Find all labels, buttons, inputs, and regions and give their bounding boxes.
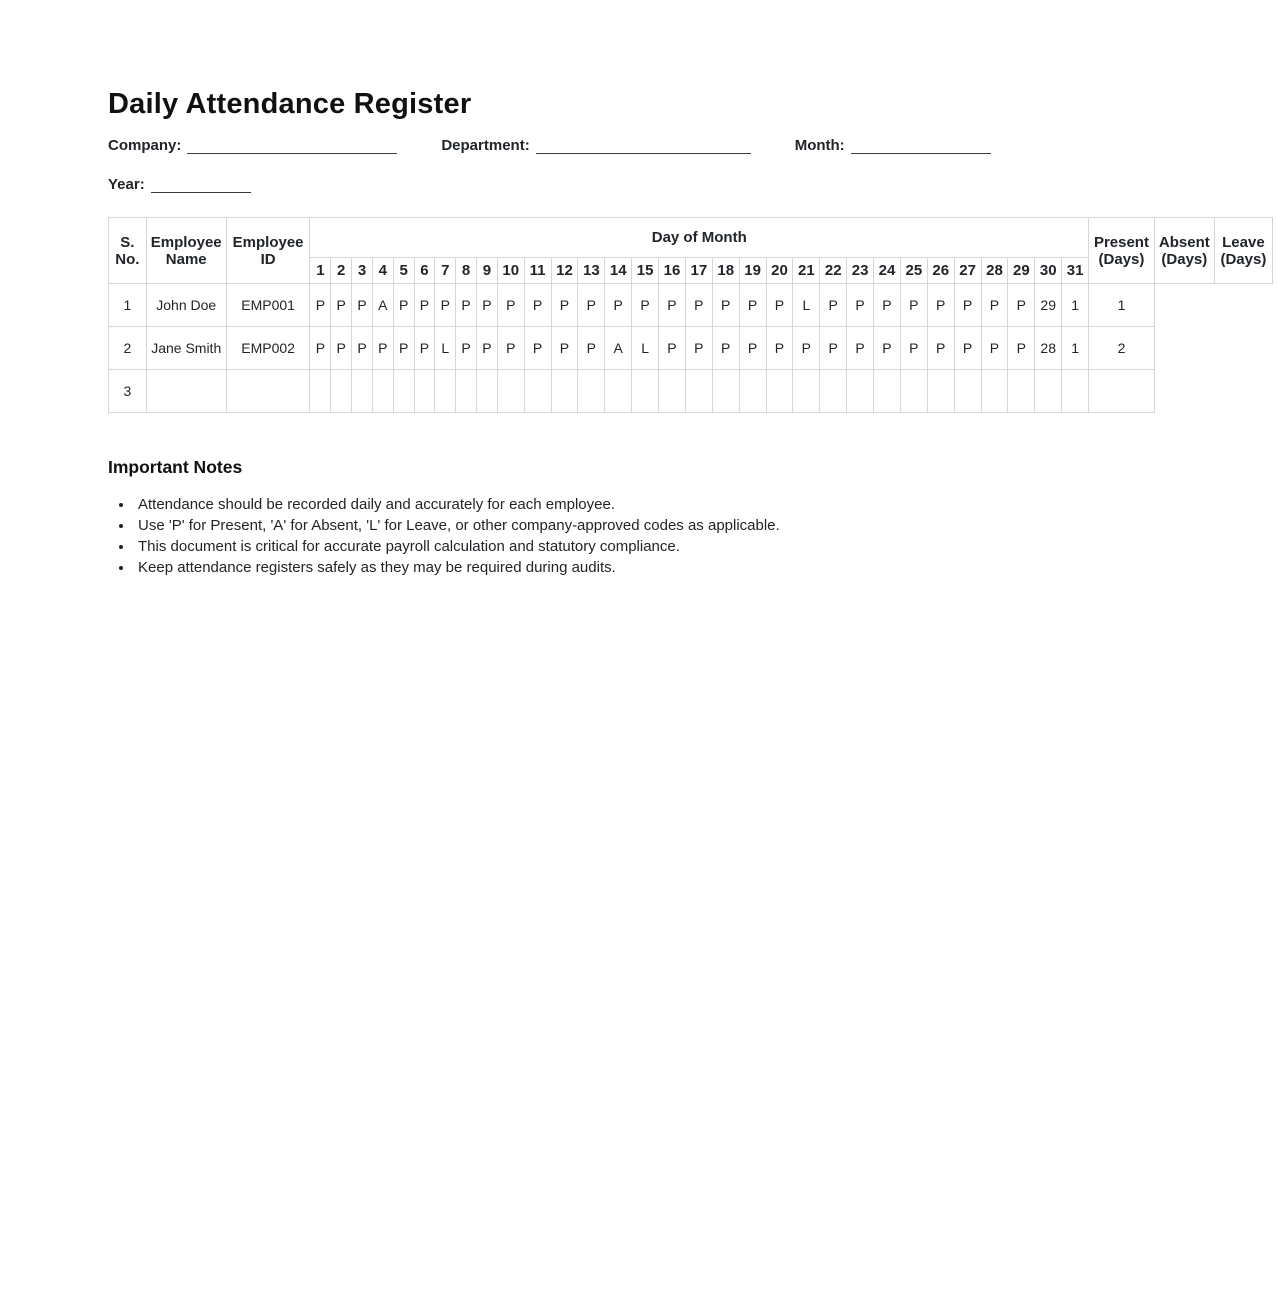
employee-name-column-header: Employee Name (146, 218, 226, 284)
day-number-header: 24 (874, 258, 901, 284)
present-days-cell: 1 (1089, 284, 1155, 327)
day-attendance-cell: P (847, 327, 874, 370)
day-attendance-cell: P (310, 284, 331, 327)
day-number-header: 18 (712, 258, 739, 284)
day-attendance-cell: 28 (1035, 327, 1062, 370)
day-attendance-cell: P (659, 284, 686, 327)
attendance-table-body (109, 284, 1273, 413)
day-number-header: 10 (497, 258, 524, 284)
day-attendance-cell: P (739, 327, 766, 370)
day-attendance-cell: P (847, 284, 874, 327)
day-attendance-cell (551, 370, 578, 413)
day-attendance-cell: P (476, 327, 497, 370)
day-attendance-cell: P (954, 327, 981, 370)
sno-column-header: S. No. (109, 218, 147, 284)
day-number-header: 15 (632, 258, 659, 284)
day-attendance-cell (981, 370, 1008, 413)
note-item: • This document is critical for accurate payroll calculation and statutory compliance. (134, 536, 1273, 557)
day-attendance-cell (456, 370, 477, 413)
table-row (109, 370, 1273, 413)
page-title: Daily Attendance Register (108, 88, 472, 120)
absent-days-column-header: Absent (Days) (1154, 218, 1214, 284)
day-number-header: 30 (1035, 258, 1062, 284)
day-number-header: 2 (331, 258, 352, 284)
table-row (109, 327, 1273, 370)
day-attendance-cell: P (331, 284, 352, 327)
day-attendance-cell: L (435, 327, 456, 370)
day-attendance-cell: P (981, 284, 1008, 327)
sno-cell: 2 (109, 327, 147, 370)
day-attendance-cell (847, 370, 874, 413)
day-attendance-cell (954, 370, 981, 413)
day-number-header: 17 (685, 258, 712, 284)
day-number-header: 8 (456, 258, 477, 284)
month-field (795, 137, 991, 154)
day-attendance-cell (578, 370, 605, 413)
day-attendance-cell (476, 370, 497, 413)
month-label: Month: (794, 137, 845, 154)
day-attendance-cell (524, 370, 551, 413)
present-days-column-header: Present (Days) (1089, 218, 1155, 284)
day-attendance-cell: P (874, 327, 901, 370)
day-attendance-cell: P (524, 327, 551, 370)
day-number-header: 6 (414, 258, 435, 284)
day-number-header: 1 (310, 258, 331, 284)
day-attendance-cell: P (435, 284, 456, 327)
present-days-cell (1089, 370, 1155, 413)
day-number-header: 19 (739, 258, 766, 284)
day-number-header: 29 (1008, 258, 1035, 284)
day-attendance-cell (820, 370, 847, 413)
year-field-row (108, 176, 1273, 193)
table-row (109, 284, 1273, 327)
day-number-header: 21 (793, 258, 820, 284)
day-attendance-cell: P (927, 327, 954, 370)
present-days-cell: 2 (1089, 327, 1155, 370)
day-attendance-cell: P (739, 284, 766, 327)
day-attendance-cell: 29 (1035, 284, 1062, 327)
day-attendance-cell (414, 370, 435, 413)
day-number-header: 22 (820, 258, 847, 284)
day-attendance-cell: 1 (1062, 284, 1089, 327)
department-blank-line (536, 138, 751, 154)
note-item: • Use 'P' for Present, 'A' for Absent, 'L' for Leave, or other company-approved codes as applicable. (134, 515, 1273, 536)
day-attendance-cell: P (372, 327, 393, 370)
day-attendance-cell: P (352, 284, 373, 327)
day-attendance-cell (331, 370, 352, 413)
header-fields-row (108, 137, 1273, 154)
day-attendance-cell (632, 370, 659, 413)
day-attendance-cell (1008, 370, 1035, 413)
day-attendance-cell: P (578, 284, 605, 327)
day-number-header: 27 (954, 258, 981, 284)
day-attendance-cell (793, 370, 820, 413)
day-attendance-cell (605, 370, 632, 413)
attendance-table (108, 217, 1273, 413)
day-attendance-cell: P (497, 327, 524, 370)
employee-name-cell: Jane Smith (146, 327, 226, 370)
employee-id-column-header: Employee ID (226, 218, 310, 284)
day-attendance-cell: P (578, 327, 605, 370)
day-attendance-cell (685, 370, 712, 413)
day-attendance-cell (927, 370, 954, 413)
day-attendance-cell (435, 370, 456, 413)
day-attendance-cell: P (712, 284, 739, 327)
day-attendance-cell: P (766, 327, 793, 370)
day-attendance-cell (766, 370, 793, 413)
day-number-header: 25 (900, 258, 927, 284)
day-number-header: 23 (847, 258, 874, 284)
day-attendance-cell: P (766, 284, 793, 327)
day-attendance-cell: P (820, 284, 847, 327)
day-attendance-cell (393, 370, 414, 413)
day-attendance-cell: P (476, 284, 497, 327)
day-attendance-cell: P (1008, 284, 1035, 327)
day-attendance-cell: P (900, 284, 927, 327)
day-attendance-cell: P (685, 327, 712, 370)
day-attendance-cell: P (954, 284, 981, 327)
employee-id-cell (226, 370, 310, 413)
day-attendance-cell: P (927, 284, 954, 327)
day-attendance-cell (1035, 370, 1062, 413)
day-attendance-cell (310, 370, 331, 413)
day-attendance-cell: P (524, 284, 551, 327)
day-attendance-cell: 1 (1062, 327, 1089, 370)
day-attendance-cell: P (793, 327, 820, 370)
day-number-header: 7 (435, 258, 456, 284)
year-label: Year: (108, 176, 145, 193)
day-number-header: 20 (766, 258, 793, 284)
employee-name-cell (146, 370, 226, 413)
day-number-header: 14 (605, 258, 632, 284)
header-row-1 (109, 218, 1273, 258)
day-number-header: 9 (476, 258, 497, 284)
day-number-header: 13 (578, 258, 605, 284)
note-item: • Keep attendance registers safely as they may be required during audits. (134, 557, 1273, 578)
day-attendance-cell: P (685, 284, 712, 327)
company-blank-line (187, 138, 397, 154)
day-attendance-cell: P (414, 284, 435, 327)
day-attendance-cell: P (393, 284, 414, 327)
day-attendance-cell: P (352, 327, 373, 370)
day-attendance-cell (900, 370, 927, 413)
day-attendance-cell: P (1008, 327, 1035, 370)
day-attendance-cell (1062, 370, 1089, 413)
company-label: Company: (108, 137, 182, 154)
day-attendance-cell: L (793, 284, 820, 327)
day-attendance-cell: P (456, 284, 477, 327)
day-attendance-cell: P (331, 327, 352, 370)
day-attendance-cell: P (632, 284, 659, 327)
sno-cell: 3 (109, 370, 147, 413)
month-blank-line (851, 138, 991, 154)
day-attendance-cell (739, 370, 766, 413)
day-number-header: 26 (927, 258, 954, 284)
document-page (0, 0, 1278, 578)
day-attendance-cell (659, 370, 686, 413)
employee-id-cell: EMP002 (226, 327, 310, 370)
employee-id-cell: EMP001 (226, 284, 310, 327)
department-field (441, 137, 750, 154)
day-attendance-cell (712, 370, 739, 413)
employee-name-cell: John Doe (146, 284, 226, 327)
attendance-table-header (109, 218, 1273, 284)
notes-heading: Important Notes (108, 457, 243, 477)
day-attendance-cell: A (605, 327, 632, 370)
day-number-header: 28 (981, 258, 1008, 284)
day-attendance-cell: P (605, 284, 632, 327)
day-of-month-column-header: Day of Month (310, 218, 1089, 258)
day-attendance-cell: P (874, 284, 901, 327)
day-attendance-cell: P (414, 327, 435, 370)
day-attendance-cell: P (310, 327, 331, 370)
company-field (108, 137, 397, 154)
day-attendance-cell: P (456, 327, 477, 370)
day-attendance-cell (352, 370, 373, 413)
day-attendance-cell: P (900, 327, 927, 370)
day-attendance-cell: P (393, 327, 414, 370)
day-attendance-cell: P (659, 327, 686, 370)
day-number-header: 11 (524, 258, 551, 284)
note-item: • Attendance should be recorded daily and accurately for each employee. (134, 494, 1273, 515)
day-attendance-cell: P (712, 327, 739, 370)
year-blank-line (151, 177, 251, 193)
year-field (108, 176, 251, 193)
notes-list (108, 494, 1273, 578)
day-attendance-cell: P (820, 327, 847, 370)
day-attendance-cell: L (632, 327, 659, 370)
day-number-header: 16 (659, 258, 686, 284)
day-attendance-cell: P (551, 327, 578, 370)
day-attendance-cell (372, 370, 393, 413)
day-number-header: 4 (372, 258, 393, 284)
day-attendance-cell (497, 370, 524, 413)
department-label: Department: (441, 137, 530, 154)
sno-cell: 1 (109, 284, 147, 327)
day-attendance-cell: P (551, 284, 578, 327)
leave-days-column-header: Leave (Days) (1214, 218, 1272, 284)
day-attendance-cell (874, 370, 901, 413)
day-number-header: 12 (551, 258, 578, 284)
day-number-header: 3 (352, 258, 373, 284)
day-attendance-cell: A (372, 284, 393, 327)
day-number-header: 31 (1062, 258, 1089, 284)
day-attendance-cell: P (497, 284, 524, 327)
day-number-header: 5 (393, 258, 414, 284)
day-attendance-cell: P (981, 327, 1008, 370)
